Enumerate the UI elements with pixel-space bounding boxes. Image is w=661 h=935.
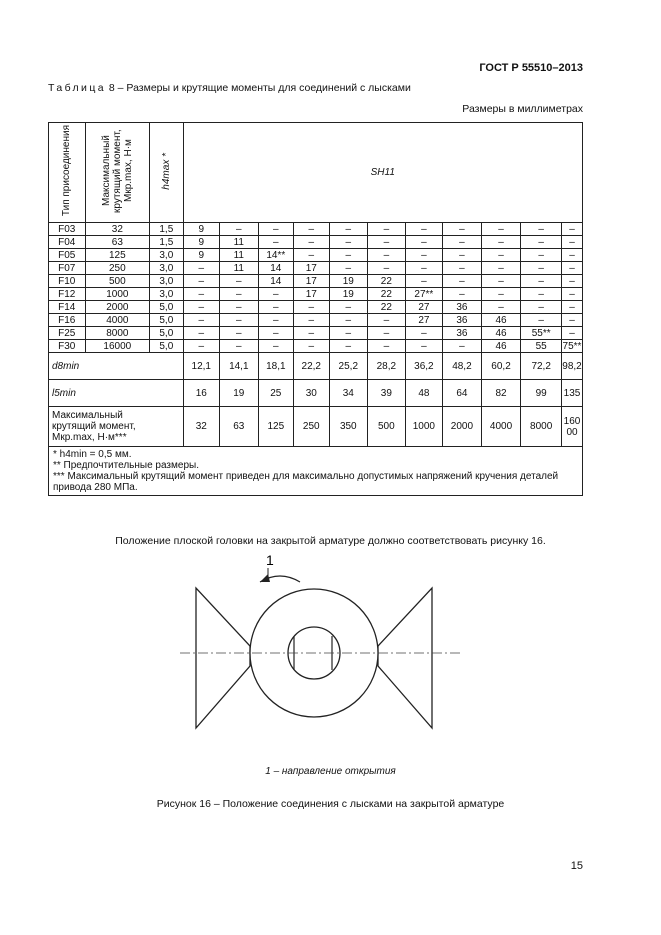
table-cell: 3,0 bbox=[150, 288, 183, 301]
table-cell: 3,0 bbox=[150, 249, 183, 262]
table-cell: – bbox=[405, 340, 443, 353]
table-cell: – bbox=[405, 327, 443, 340]
table-cell: – bbox=[220, 223, 259, 236]
table-cell: 5,0 bbox=[150, 327, 183, 340]
table-cell: – bbox=[521, 236, 562, 249]
table-cell: 4000 bbox=[85, 314, 150, 327]
table-cell: 16000 bbox=[85, 340, 150, 353]
table-cell: – bbox=[562, 262, 583, 275]
table-cell: – bbox=[562, 288, 583, 301]
col-header-h4max: h4max * bbox=[150, 123, 183, 223]
table-cell: 2000 bbox=[85, 301, 150, 314]
table-caption bbox=[48, 82, 411, 94]
table-cell: – bbox=[481, 262, 521, 275]
max-torque-cell: 250 bbox=[294, 407, 329, 447]
flat-head-figure bbox=[180, 548, 480, 738]
d8min-cell: 98,2 bbox=[562, 353, 583, 380]
table-cell: 27 bbox=[405, 301, 443, 314]
table-cell: – bbox=[521, 249, 562, 262]
table-cell: 1,5 bbox=[150, 236, 183, 249]
l5min-cell: 99 bbox=[521, 380, 562, 407]
left-wing bbox=[196, 588, 250, 728]
table-cell: – bbox=[481, 275, 521, 288]
table-cell: – bbox=[220, 301, 259, 314]
table-cell: – bbox=[562, 223, 583, 236]
table-row bbox=[49, 327, 583, 340]
note-3: *** Максимальный крутящий момент приведен для максимально допустимых напряжений кручения деталей привода 280 МПа. bbox=[53, 471, 559, 493]
l5min-cell: 39 bbox=[368, 380, 406, 407]
table-cell: – bbox=[329, 301, 368, 314]
table-cell: – bbox=[329, 262, 368, 275]
table-cell: 250 bbox=[85, 262, 150, 275]
table-cell: – bbox=[405, 223, 443, 236]
note-1: * h4min = 0,5 мм. bbox=[53, 449, 132, 460]
table-cell: – bbox=[521, 301, 562, 314]
table-cell: 8000 bbox=[85, 327, 150, 340]
table-cell: – bbox=[329, 314, 368, 327]
table-cell: F16 bbox=[49, 314, 86, 327]
table-cell: F25 bbox=[49, 327, 86, 340]
table-cell: 17 bbox=[294, 275, 329, 288]
table-cell: – bbox=[220, 314, 259, 327]
l5min-cell: 19 bbox=[220, 380, 259, 407]
table-cell: – bbox=[443, 262, 482, 275]
table-cell: 55** bbox=[521, 327, 562, 340]
table-cell: 36 bbox=[443, 327, 482, 340]
table-cell: – bbox=[443, 249, 482, 262]
table-cell: – bbox=[521, 262, 562, 275]
table-cell: – bbox=[368, 249, 406, 262]
table-cell: – bbox=[183, 262, 220, 275]
table-cell: – bbox=[481, 288, 521, 301]
table-cell: – bbox=[258, 288, 293, 301]
l5min-cell: 34 bbox=[329, 380, 368, 407]
table-cell: 3,0 bbox=[150, 262, 183, 275]
table-cell: – bbox=[329, 236, 368, 249]
d8min-cell: 28,2 bbox=[368, 353, 406, 380]
max-torque-cell: 8000 bbox=[521, 407, 562, 447]
table-cell: – bbox=[443, 288, 482, 301]
l5min-cell: 25 bbox=[258, 380, 293, 407]
table-cell: – bbox=[183, 340, 220, 353]
table-cell: – bbox=[183, 327, 220, 340]
table-cell: 19 bbox=[329, 288, 368, 301]
d8min-cell: 60,2 bbox=[481, 353, 521, 380]
max-torque-cell: 2000 bbox=[443, 407, 482, 447]
table-cell: – bbox=[294, 340, 329, 353]
max-torque-label: Максимальный крутящий момент, Mкр.max, Н·м*** bbox=[49, 407, 184, 447]
table-cell: – bbox=[443, 236, 482, 249]
table-cell: – bbox=[258, 223, 293, 236]
table-row bbox=[49, 249, 583, 262]
table-row bbox=[49, 236, 583, 249]
table-cell: 17 bbox=[294, 262, 329, 275]
table-cell: 1,5 bbox=[150, 223, 183, 236]
figure-intro-text: Положение плоской головки на закрытой арматуре должно соответствовать рисунку 16. bbox=[115, 535, 546, 547]
table-cell: – bbox=[329, 340, 368, 353]
d8min-cell: 72,2 bbox=[521, 353, 562, 380]
table-cell: – bbox=[183, 288, 220, 301]
table-cell: – bbox=[562, 249, 583, 262]
table-cell: – bbox=[562, 327, 583, 340]
d8min-cell: 25,2 bbox=[329, 353, 368, 380]
table-cell: 46 bbox=[481, 327, 521, 340]
col-header-torque: Максимальный крутящий момент, Mкр.max, Н·м bbox=[85, 123, 150, 223]
table-cell: – bbox=[443, 340, 482, 353]
table-cell: – bbox=[368, 340, 406, 353]
table-cell: 11 bbox=[220, 236, 259, 249]
table-cell: – bbox=[368, 236, 406, 249]
table-cell: 11 bbox=[220, 262, 259, 275]
max-torque-cell: 1000 bbox=[405, 407, 443, 447]
table-cell: – bbox=[368, 314, 406, 327]
table-cell: F04 bbox=[49, 236, 86, 249]
table-cell: – bbox=[329, 249, 368, 262]
table-cell: 14** bbox=[258, 249, 293, 262]
table-cell: 32 bbox=[85, 223, 150, 236]
max-torque-cell: 16000 bbox=[562, 407, 583, 447]
table-cell: 3,0 bbox=[150, 275, 183, 288]
table-row bbox=[49, 262, 583, 275]
max-torque-cell: 500 bbox=[368, 407, 406, 447]
table-cell: – bbox=[368, 327, 406, 340]
table-cell: – bbox=[220, 340, 259, 353]
table-cell: 5,0 bbox=[150, 314, 183, 327]
max-torque-cell: 32 bbox=[183, 407, 220, 447]
table-cell: 27** bbox=[405, 288, 443, 301]
table-cell: – bbox=[368, 262, 406, 275]
table-cell: 46 bbox=[481, 314, 521, 327]
units-note: Размеры в миллиметрах bbox=[462, 103, 583, 115]
l5min-cell: 82 bbox=[481, 380, 521, 407]
table-cell: – bbox=[294, 301, 329, 314]
table-row bbox=[49, 301, 583, 314]
table-cell: – bbox=[258, 327, 293, 340]
figure-marker: 1 bbox=[266, 552, 274, 568]
table-cell: 5,0 bbox=[150, 340, 183, 353]
table-cell: – bbox=[368, 223, 406, 236]
table-cell: F30 bbox=[49, 340, 86, 353]
table-cell: F10 bbox=[49, 275, 86, 288]
d8min-label: d8min bbox=[49, 353, 184, 380]
table-cell: – bbox=[562, 301, 583, 314]
table-cell: – bbox=[405, 249, 443, 262]
table-cell: – bbox=[258, 301, 293, 314]
table-cell: – bbox=[329, 327, 368, 340]
table-notes bbox=[49, 447, 583, 496]
l5min-cell: 64 bbox=[443, 380, 482, 407]
table-cell: 9 bbox=[183, 223, 220, 236]
max-torque-cell: 63 bbox=[220, 407, 259, 447]
table-cell: – bbox=[405, 275, 443, 288]
table-cell: – bbox=[521, 275, 562, 288]
table-cell: 5,0 bbox=[150, 301, 183, 314]
table-cell: 11 bbox=[220, 249, 259, 262]
l5min-cell: 48 bbox=[405, 380, 443, 407]
table-cell: 36 bbox=[443, 301, 482, 314]
table-cell: – bbox=[481, 301, 521, 314]
table-cell: 1000 bbox=[85, 288, 150, 301]
table-cell: – bbox=[562, 275, 583, 288]
table-cell: – bbox=[521, 314, 562, 327]
note-2: ** Предпочтительные размеры. bbox=[53, 460, 199, 471]
table-cell: 36 bbox=[443, 314, 482, 327]
table-cell: – bbox=[294, 223, 329, 236]
table-cell: – bbox=[521, 223, 562, 236]
table-cell: – bbox=[443, 223, 482, 236]
table-cell: – bbox=[329, 223, 368, 236]
d8min-cell: 48,2 bbox=[443, 353, 482, 380]
l5min-label: l5min bbox=[49, 380, 184, 407]
table-cell: F12 bbox=[49, 288, 86, 301]
table-caption-word: Таблица bbox=[48, 82, 106, 94]
table-cell: F05 bbox=[49, 249, 86, 262]
max-torque-cell: 4000 bbox=[481, 407, 521, 447]
table-cell: – bbox=[294, 314, 329, 327]
l5min-cell: 16 bbox=[183, 380, 220, 407]
table-cell: – bbox=[405, 262, 443, 275]
figure-legend: 1 – направление открытия bbox=[265, 766, 396, 777]
standard-header: ГОСТ Р 55510–2013 bbox=[479, 62, 583, 74]
d8min-cell: 14,1 bbox=[220, 353, 259, 380]
table-row bbox=[49, 314, 583, 327]
table-cell: – bbox=[258, 340, 293, 353]
table-cell: – bbox=[405, 236, 443, 249]
table-cell: 9 bbox=[183, 236, 220, 249]
table-cell: – bbox=[183, 275, 220, 288]
table-cell: – bbox=[481, 249, 521, 262]
table-cell: 9 bbox=[183, 249, 220, 262]
table-cell: – bbox=[481, 236, 521, 249]
d8min-cell: 36,2 bbox=[405, 353, 443, 380]
table-cell: – bbox=[562, 314, 583, 327]
table-cell: – bbox=[258, 236, 293, 249]
table-cell: – bbox=[443, 275, 482, 288]
col-header-type: Тип присоединения bbox=[49, 123, 86, 223]
d8min-cell: 22,2 bbox=[294, 353, 329, 380]
table-cell: 17 bbox=[294, 288, 329, 301]
table-cell: 22 bbox=[368, 301, 406, 314]
table-row bbox=[49, 275, 583, 288]
l5min-cell: 30 bbox=[294, 380, 329, 407]
table-cell: – bbox=[220, 288, 259, 301]
table-cell: – bbox=[294, 327, 329, 340]
table-cell: – bbox=[562, 236, 583, 249]
table-cell: – bbox=[481, 223, 521, 236]
table-cell: 75** bbox=[562, 340, 582, 352]
table-cell: – bbox=[294, 236, 329, 249]
table-cell: – bbox=[294, 249, 329, 262]
table-cell: – bbox=[521, 288, 562, 301]
table-cell: 22 bbox=[368, 275, 406, 288]
table-row bbox=[49, 340, 583, 353]
right-wing bbox=[378, 588, 432, 728]
table-cell: 55 bbox=[521, 340, 562, 353]
table-caption-text: 8 – Размеры и крутящие моменты для соединений с лысками bbox=[105, 82, 411, 94]
table-cell: 27 bbox=[405, 314, 443, 327]
page-number: 15 bbox=[570, 860, 583, 872]
figure-caption: Рисунок 16 – Положение соединения с лысками на закрытой арматуре bbox=[156, 798, 505, 810]
max-torque-cell: 350 bbox=[329, 407, 368, 447]
l5min-cell: 135 bbox=[562, 380, 583, 407]
table-cell: F07 bbox=[49, 262, 86, 275]
table-cell: – bbox=[220, 275, 259, 288]
table-cell: – bbox=[183, 314, 220, 327]
table-cell: 14 bbox=[258, 262, 293, 275]
table-cell: – bbox=[183, 301, 220, 314]
table-row bbox=[49, 288, 583, 301]
dimensions-table bbox=[48, 122, 583, 496]
table-cell: – bbox=[258, 314, 293, 327]
d8min-cell: 12,1 bbox=[183, 353, 220, 380]
table-cell: 63 bbox=[85, 236, 150, 249]
table-cell: 500 bbox=[85, 275, 150, 288]
table-cell: – bbox=[220, 327, 259, 340]
table-cell: F14 bbox=[49, 301, 86, 314]
table-row bbox=[49, 223, 583, 236]
table-cell: 22 bbox=[368, 288, 406, 301]
table-cell: 125 bbox=[85, 249, 150, 262]
d8min-cell: 18,1 bbox=[258, 353, 293, 380]
table-cell: 14 bbox=[258, 275, 293, 288]
table-cell: 46 bbox=[481, 340, 521, 353]
max-torque-cell: 125 bbox=[258, 407, 293, 447]
table-cell: F03 bbox=[49, 223, 86, 236]
col-header-sh11: SH11 bbox=[183, 123, 582, 223]
table-cell: 19 bbox=[329, 275, 368, 288]
